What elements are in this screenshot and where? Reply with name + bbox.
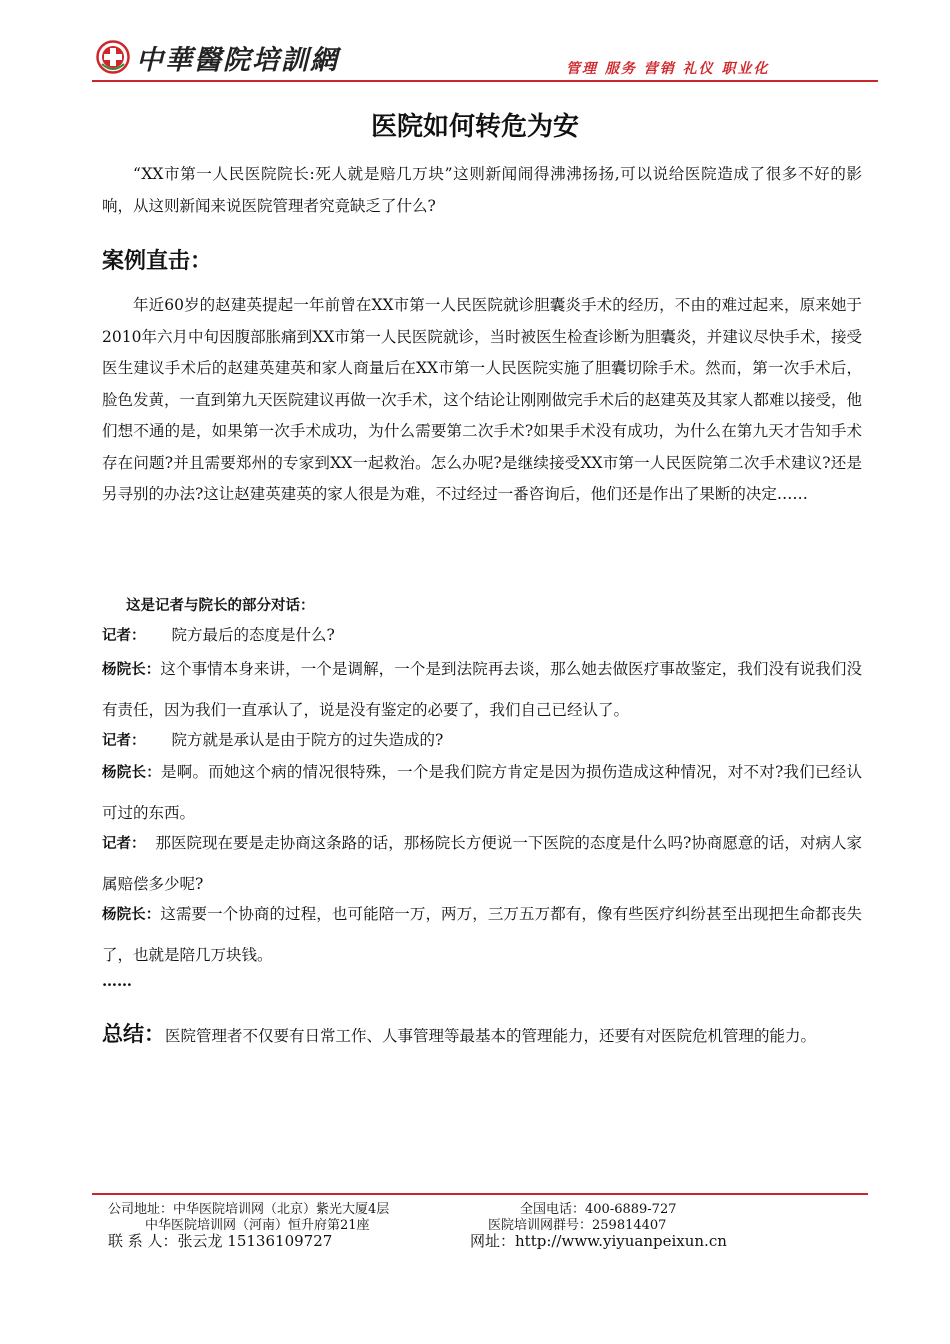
dialogue-text: 是啊。而她这个病的情况很特殊，一个是我们院方肯定是因为损伤造成这种情况，对不对?我们已经认可过的东西。 bbox=[102, 763, 862, 822]
summary-text: 医院管理者不仅要有日常工作、人事管理等最基本的管理能力，还要有对医院危机管理的能力。 bbox=[165, 1027, 817, 1045]
dialogue-text: 这需要一个协商的过程，也可能陪一万，两万，三万五万都有，像有些医疗纠纷甚至出现把生命都丧失了，也就是陪几万块钱。 bbox=[102, 905, 862, 964]
ellipsis: …… bbox=[102, 972, 132, 990]
case-paragraph: 年近60岁的赵建英提起一年前曾在XX市第一人民医院就诊胆囊炎手术的经历，不由的难过起来，原来她于2010年六月中旬因腹部胀痛到XX市第一人民医院就诊，当时被医生检查诊断为胆囊炎，并建议尽快手术，接受医生建议手术后的赵建英建英和家人商量后在XX市第一人民医院实施了胆囊切除手术。然而，第一次手术后，脸色发黄，一直到第九天医院建议再做一次手术，这个结论让刚刚做完手术后的赵建英及其家人都难以接受，他们想不通的是，如果第一次手术成功，为什么需要第二次手术?如果手术没有成功，为什么在第九天才告知手术存在问题?并且需要郑州的专家到XX一起救治。怎么办呢?是继续接受XX市第一人民医院第二次手术建议?还是另寻别的办法?这让赵建英建英的家人很是为难，不过经过一番咨询后，他们还是作出了果断的决定…… bbox=[102, 296, 862, 503]
summary-label: 总结： bbox=[102, 1022, 165, 1046]
hospital-cross-logo-icon bbox=[96, 40, 130, 74]
footer-divider bbox=[92, 1193, 868, 1195]
dialogue-speaker: 记者： bbox=[102, 733, 146, 749]
dialogue-speaker: 杨院长： bbox=[102, 662, 161, 678]
footer-website-link[interactable]: 网址：http://www.yiyuanpeixun.cn bbox=[470, 1232, 727, 1250]
summary bbox=[102, 1018, 872, 1048]
footer-address-henan: 中华医院培训网（河南）恒升府第21座 bbox=[145, 1218, 370, 1233]
case-heading: 案例直击： bbox=[102, 249, 213, 274]
dialogue-line bbox=[102, 650, 862, 730]
page-title: 医院如何转危为安 bbox=[370, 112, 579, 142]
footer-phone: 全国电话：400-6889-727 bbox=[520, 1202, 677, 1217]
dialogue-speaker: 杨院长： bbox=[102, 765, 161, 781]
dialogue-speaker: 记者： bbox=[102, 628, 146, 644]
footer-contact: 联 系 人：张云龙 15136109727 bbox=[108, 1232, 333, 1250]
dialogue-line bbox=[102, 895, 862, 975]
header-divider bbox=[92, 80, 878, 82]
dialogue-line bbox=[102, 753, 862, 833]
dialogue-text: 院方就是承认是由于院方的过失造成的? bbox=[171, 731, 444, 749]
dialogue-text: 院方最后的态度是什么? bbox=[171, 626, 335, 644]
footer-qq-group: 医院培训网群号：259814407 bbox=[488, 1218, 667, 1233]
dialogue-text: 这个事情本身来讲，一个是调解，一个是到法院再去谈，那么她去做医疗事故鉴定，我们没有说我们没有责任，因为我们一直承认了，说是没有鉴定的必要了，我们自己已经认了。 bbox=[102, 660, 862, 719]
page-header bbox=[0, 0, 950, 90]
intro-paragraph: “XX市第一人民医院院长:死人就是赔几万块”这则新闻闹得沸沸扬扬,可以说给医院造成了很多不好的影响，从这则新闻来说医院管理者究竟缺乏了什么? bbox=[102, 165, 862, 215]
dialogue-speaker: 杨院长： bbox=[102, 907, 161, 923]
dialogue-intro: 这是记者与院长的部分对话： bbox=[126, 598, 315, 614]
dialogue-line bbox=[102, 824, 862, 904]
dialogue-speaker: 记者： bbox=[102, 836, 146, 852]
header-slogan: 管理 服务 营销 礼仪 职业化 bbox=[566, 61, 770, 77]
site-logo-text: 中華醫院培訓網 bbox=[136, 45, 339, 76]
footer-address-beijing: 公司地址：中华医院培训网（北京）紫光大厦4层 bbox=[108, 1202, 390, 1217]
dialogue-text: 那医院现在要是走协商这条路的话，那杨院长方便说一下医院的态度是什么吗?协商愿意的话，对病人家属赔偿多少呢? bbox=[102, 834, 862, 893]
